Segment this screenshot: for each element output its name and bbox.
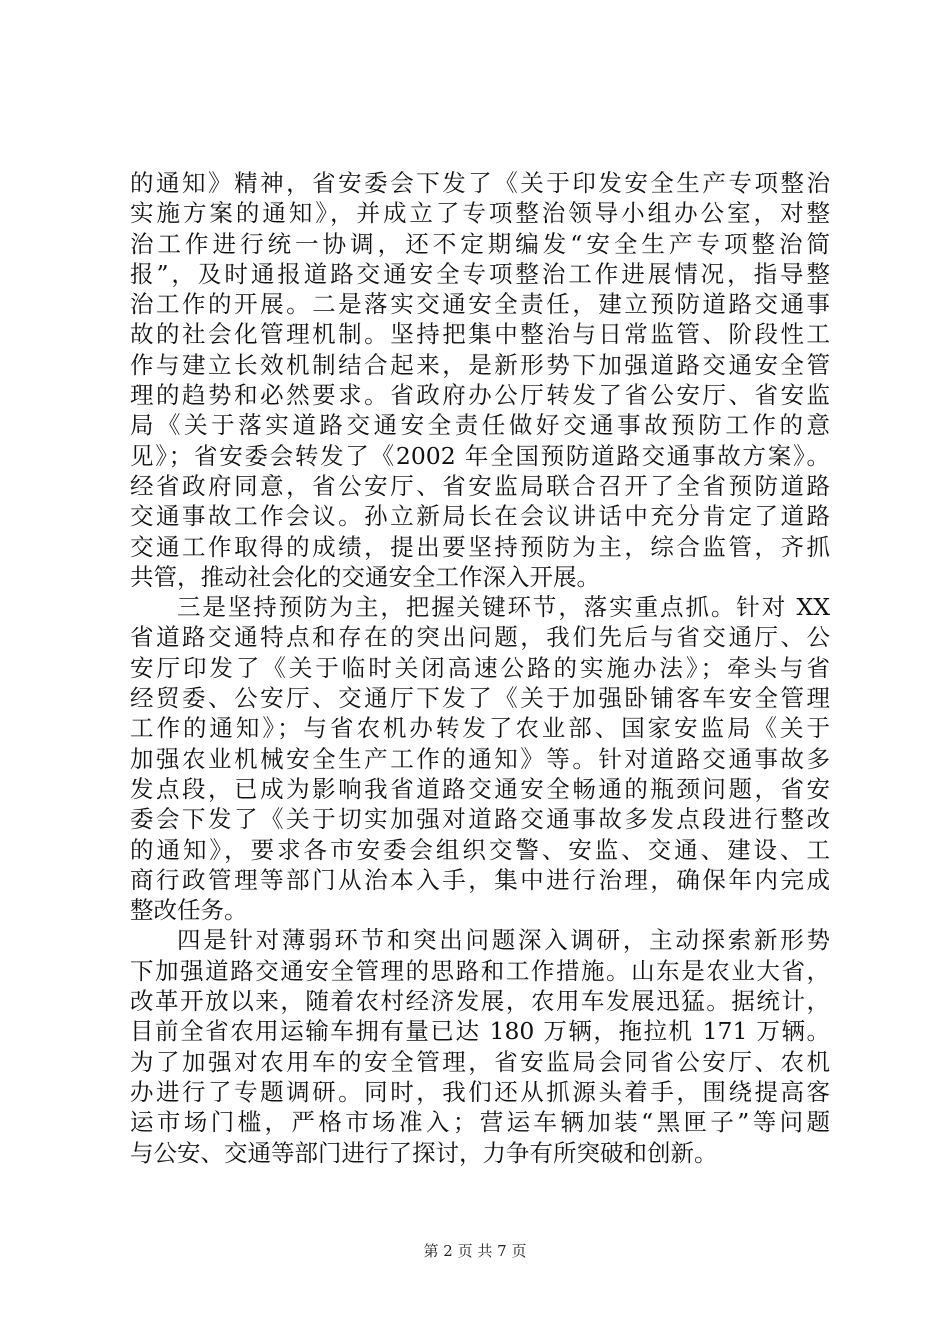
text-line: 商行政管理等部门从治本入手，集中进行治理，确保年内完成 <box>130 865 830 894</box>
text-line: 省道路交通特点和存在的突出问题，我们先后与省交通厅、公 <box>130 623 830 652</box>
text-line: 加强农业机械安全生产工作的通知》等。针对道路交通事故多 <box>130 744 830 773</box>
text-line: 为了加强对农用车的安全管理，省安监局会同省公安厅、农机 <box>130 1047 830 1076</box>
text-line: 交通工作取得的成绩，提出要坚持预防为主，综合监管，齐抓 <box>130 532 830 561</box>
text-line: 见》；省安委会转发了《2002 年全国预防道路交通事故方案》。 <box>130 441 830 470</box>
text-line: 的通知》，要求各市安委会组织交警、安监、交通、建设、工 <box>130 835 830 864</box>
text-line: 理的趋势和必然要求。省政府办公厅转发了省公安厅、省安监 <box>130 381 830 410</box>
text-line: 治工作进行统一协调，还不定期编发“安全生产专项整治简 <box>130 229 830 258</box>
paragraph-1 <box>130 168 830 592</box>
text-line: 四是针对薄弱环节和突出问题深入调研，主动探索新形势 <box>177 926 830 955</box>
page-number-label: 第 2 页 共 7 页 <box>423 1242 527 1260</box>
page-footer <box>0 1241 950 1261</box>
text-line: 运市场门槛，严格市场准入；营运车辆加装“黑匣子”等问题 <box>130 1108 830 1137</box>
text-line: 发点段，已成为影响我省道路交通安全畅通的瓶颈问题，省安 <box>130 774 830 803</box>
text-line: 治工作的开展。二是落实交通安全责任，建立预防道路交通事 <box>130 290 830 319</box>
text-line: 三是坚持预防为主，把握关键环节，落实重点抓。针对 XX <box>177 593 830 622</box>
text-line: 作与建立长效机制结合起来，是新形势下加强道路交通安全管 <box>130 350 830 379</box>
text-line: 安厅印发了《关于临时关闭高速公路的实施办法》；牵头与省 <box>130 653 830 682</box>
text-line: 下加强道路交通安全管理的思路和工作措施。山东是农业大省， <box>130 956 830 985</box>
text-line: 经贸委、公安厅、交通厅下发了《关于加强卧铺客车安全管理 <box>130 684 830 713</box>
text-line: 共管，推动社会化的交通安全工作深入开展。 <box>130 562 600 591</box>
text-line: 局《关于落实道路交通安全责任做好交通事故预防工作的意 <box>130 411 830 440</box>
text-line: 报”，及时通报道路交通安全专项整治工作进展情况，指导整 <box>130 259 830 288</box>
text-line: 工作的通知》；与省农机办转发了农业部、国家安监局《关于 <box>130 714 830 743</box>
text-line: 目前全省农用运输车拥有量已达 180 万辆，拖拉机 171 万辆。 <box>130 1017 830 1046</box>
text-line: 经省政府同意，省公安厅、省安监局联合召开了全省预防道路 <box>130 471 830 500</box>
text-line: 与公安、交通等部门进行了探讨，力争有所突破和创新。 <box>130 1138 718 1167</box>
text-line: 委会下发了《关于切实加强对道路交通事故多发点段进行整改 <box>130 805 830 834</box>
text-line: 交通事故工作会议。孙立新局长在会议讲话中充分肯定了道路 <box>130 502 830 531</box>
text-line: 改革开放以来，随着农村经济发展，农用车发展迅猛。据统计， <box>130 987 830 1016</box>
text-line: 的通知》精神，省安委会下发了《关于印发安全生产专项整治 <box>130 169 830 197</box>
text-line: 办进行了专题调研。同时，我们还从抓源头着手，围绕提高客 <box>130 1077 830 1106</box>
text-line: 整改任务。 <box>130 896 248 925</box>
text-line: 实施方案的通知》，并成立了专项整治领导小组办公室，对整 <box>130 199 830 228</box>
document-body <box>130 168 830 1168</box>
paragraph-3 <box>130 925 830 1167</box>
paragraph-2 <box>130 592 830 925</box>
text-line: 故的社会化管理机制。坚持把集中整治与日常监管、阶段性工 <box>130 320 830 349</box>
